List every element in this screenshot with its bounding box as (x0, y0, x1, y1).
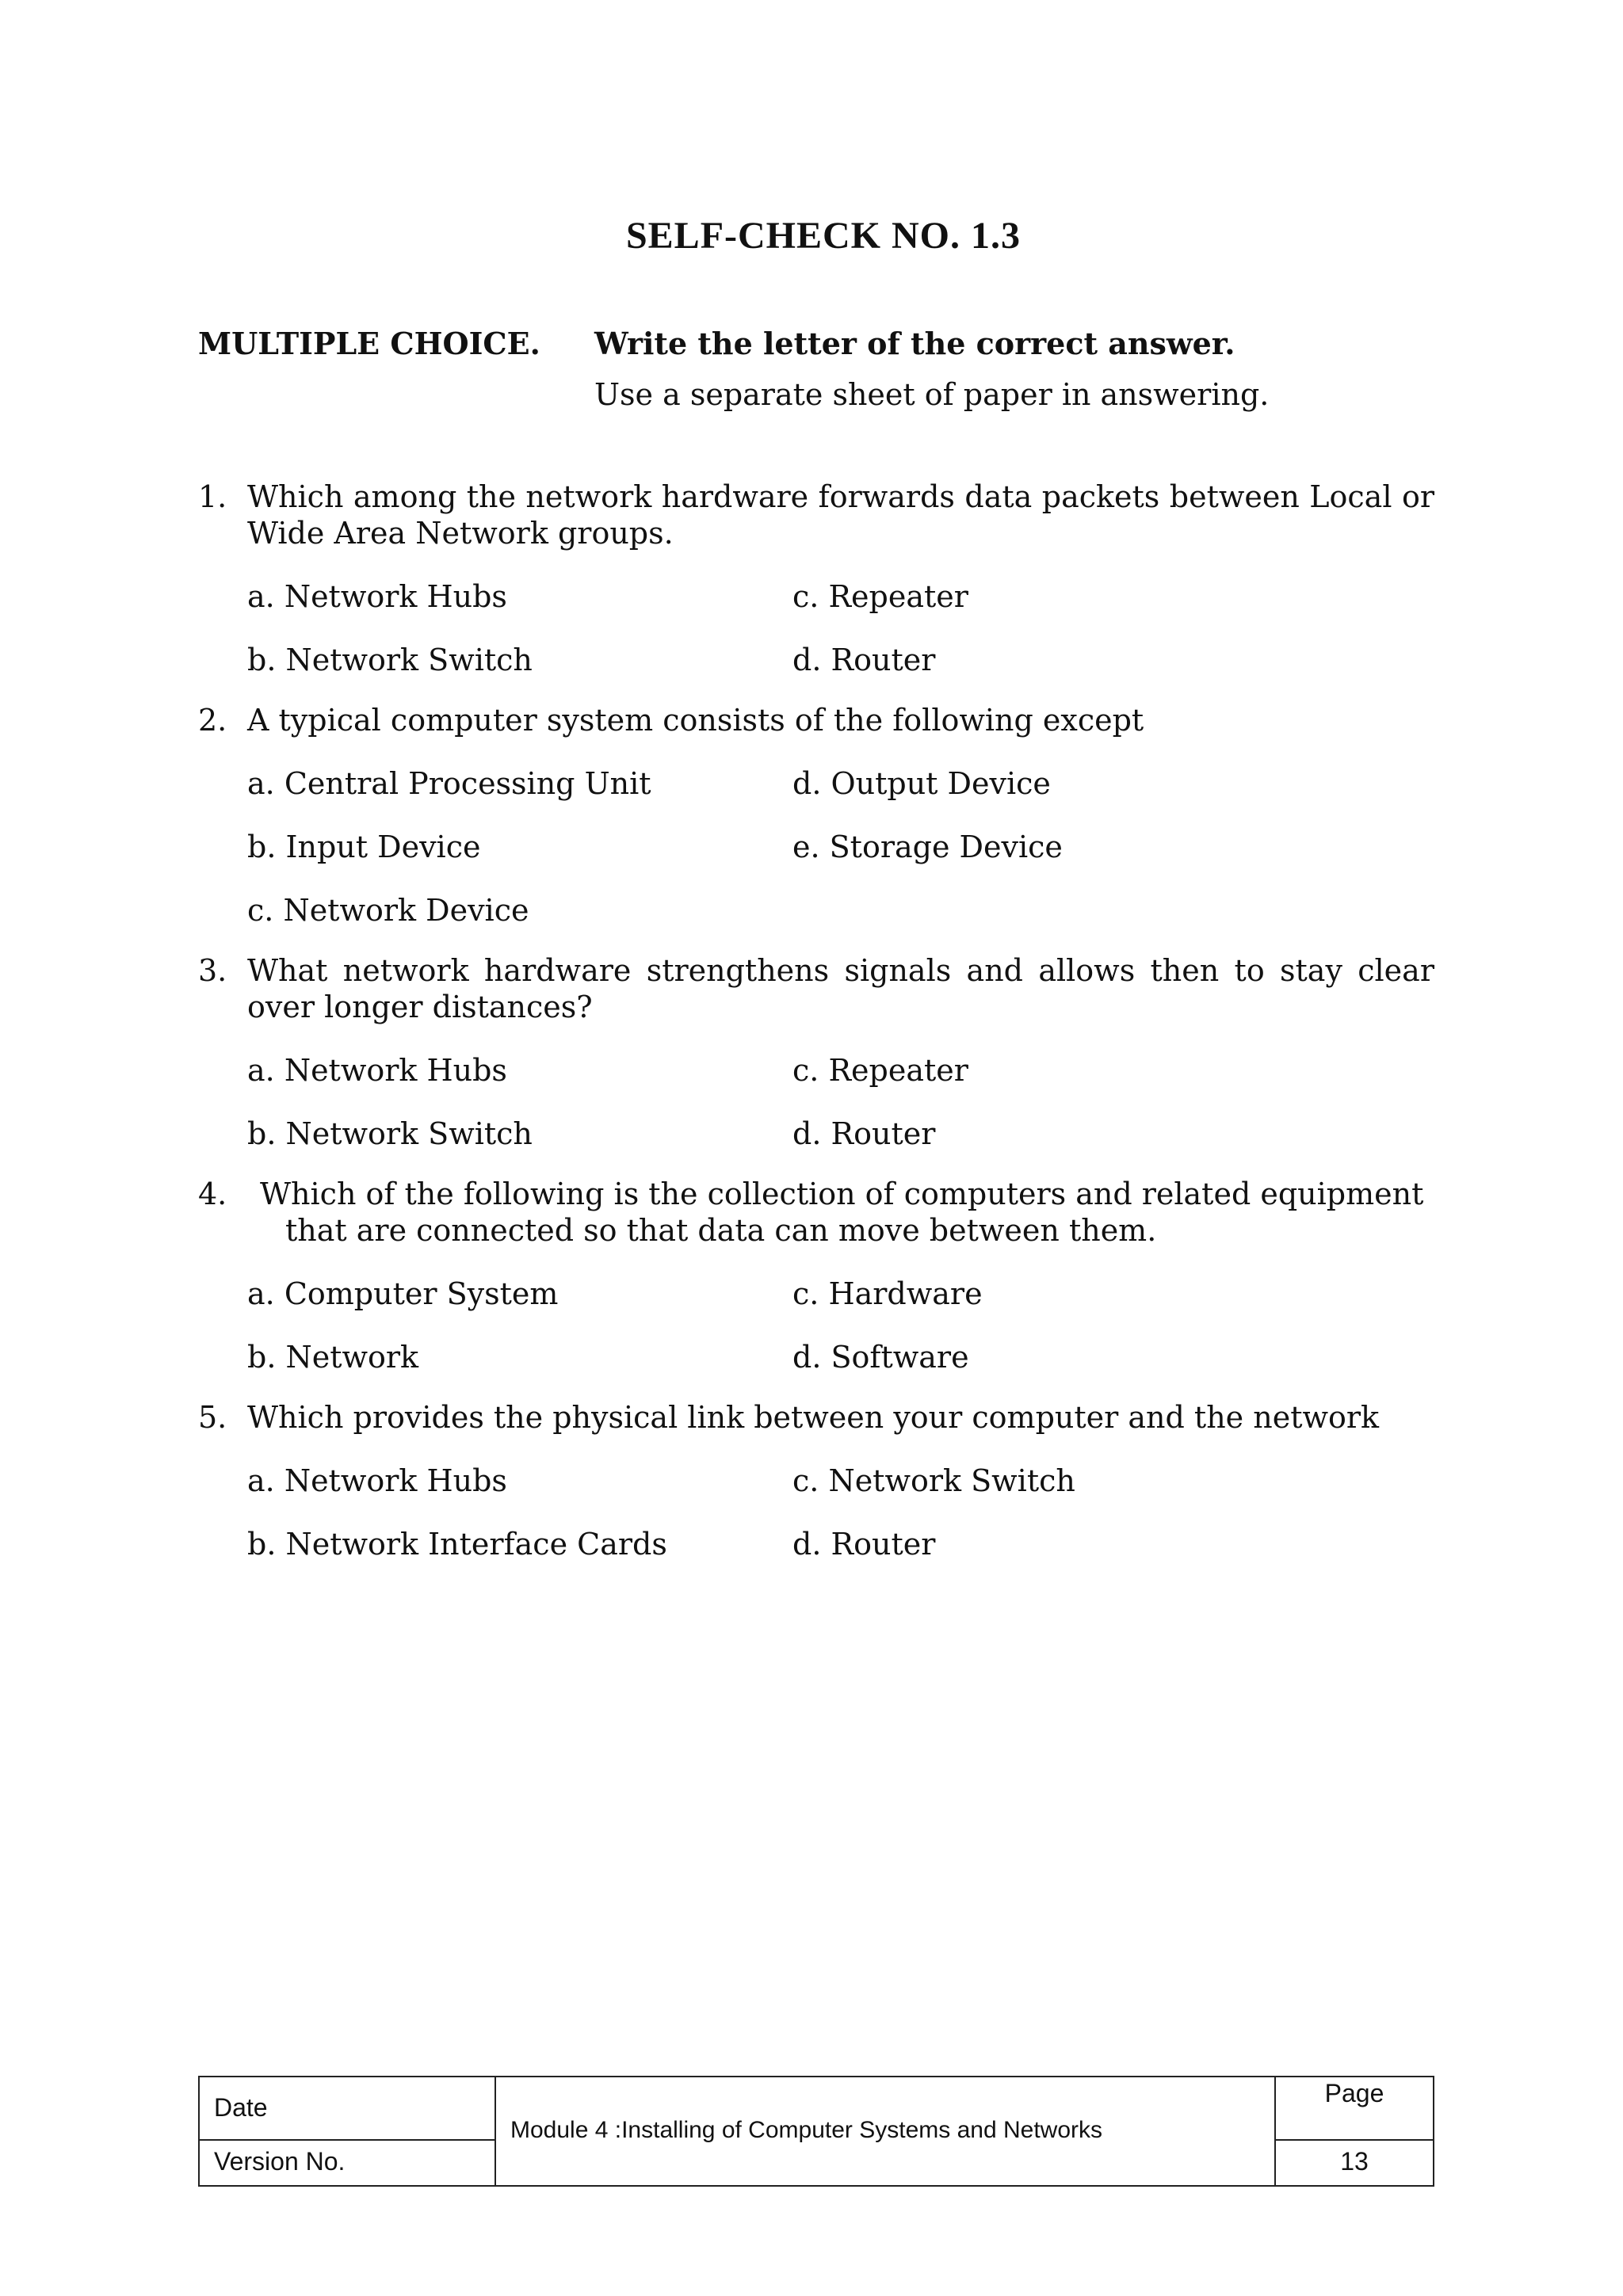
option-b: b. Input Device (247, 830, 481, 864)
footer-date-label: Date (200, 2077, 496, 2141)
option-b: b. Network Switch (247, 643, 533, 677)
option-e: e. Storage Device (792, 830, 1063, 864)
option-d: d. Router (792, 1527, 936, 1562)
option-d: d. Software (792, 1340, 969, 1375)
question-stem (198, 1176, 1434, 1249)
question-text: Which provides the physical link between your computer and the network (247, 1400, 1380, 1435)
question-5 (198, 1399, 1434, 1589)
option-c: c. Repeater (792, 579, 968, 614)
option-list (198, 1276, 1434, 1402)
option-d: d. Router (792, 1116, 936, 1151)
footer-module-title: Module 4 :Installing of Computer Systems and Networks (496, 2077, 1276, 2185)
footer-table (198, 2076, 1434, 2187)
option-d: d. Output Device (792, 766, 1051, 801)
question-number: 3. (198, 953, 227, 988)
question-stem (198, 952, 1434, 1025)
question-3 (198, 952, 1434, 1179)
question-text-line-2: that are connected so that data can move between them. (285, 1213, 1157, 1248)
option-list (198, 578, 1434, 705)
option-b: b. Network Switch (247, 1116, 533, 1151)
question-number: 4. (198, 1177, 227, 1211)
option-a: a. Network Hubs (247, 579, 507, 614)
question-number: 5. (198, 1400, 227, 1435)
option-list (198, 1052, 1434, 1179)
option-a: a. Network Hubs (247, 1463, 507, 1498)
instruction-type: MULTIPLE CHOICE. (198, 326, 540, 361)
option-a: a. Computer System (247, 1276, 559, 1311)
option-c: c. Network Switch (792, 1463, 1075, 1498)
option-c: c. Hardware (792, 1276, 983, 1311)
question-list (198, 479, 1434, 1589)
instruction-main: Write the letter of the correct answer. (594, 326, 1235, 361)
question-text-line-1: Which of the following is the collection of computers and related equipment (260, 1177, 1424, 1211)
question-stem (198, 479, 1434, 551)
option-c: c. Repeater (792, 1053, 968, 1088)
question-text: What network hardware strengthens signals and allows then to stay clear over longer distances? (247, 953, 1434, 1024)
option-list (198, 1463, 1434, 1589)
question-number: 2. (198, 703, 227, 738)
option-a: a. Central Processing Unit (247, 766, 651, 801)
option-c: c. Network Device (247, 893, 529, 928)
question-1 (198, 479, 1434, 705)
footer-page-label: Page (1276, 2077, 1433, 2141)
option-d: d. Router (792, 643, 936, 677)
question-text: A typical computer system consists of the following except (247, 703, 1144, 738)
option-list (198, 765, 1434, 955)
option-b: b. Network (247, 1340, 419, 1375)
instruction-sub: Use a separate sheet of paper in answering. (594, 377, 1270, 412)
option-b: b. Network Interface Cards (247, 1527, 667, 1562)
footer-version-label: Version No. (200, 2141, 496, 2185)
question-stem (198, 702, 1434, 738)
question-number: 1. (198, 479, 227, 514)
option-a: a. Network Hubs (247, 1053, 507, 1088)
page-title: SELF-CHECK NO. 1.3 (625, 215, 1022, 257)
question-4 (198, 1176, 1434, 1402)
question-stem (198, 1399, 1434, 1436)
question-text: Which among the network hardware forwards data packets between Local or Wide Area Network groups. (247, 479, 1434, 551)
footer-page-number: 13 (1340, 2147, 1369, 2176)
question-2 (198, 702, 1434, 955)
